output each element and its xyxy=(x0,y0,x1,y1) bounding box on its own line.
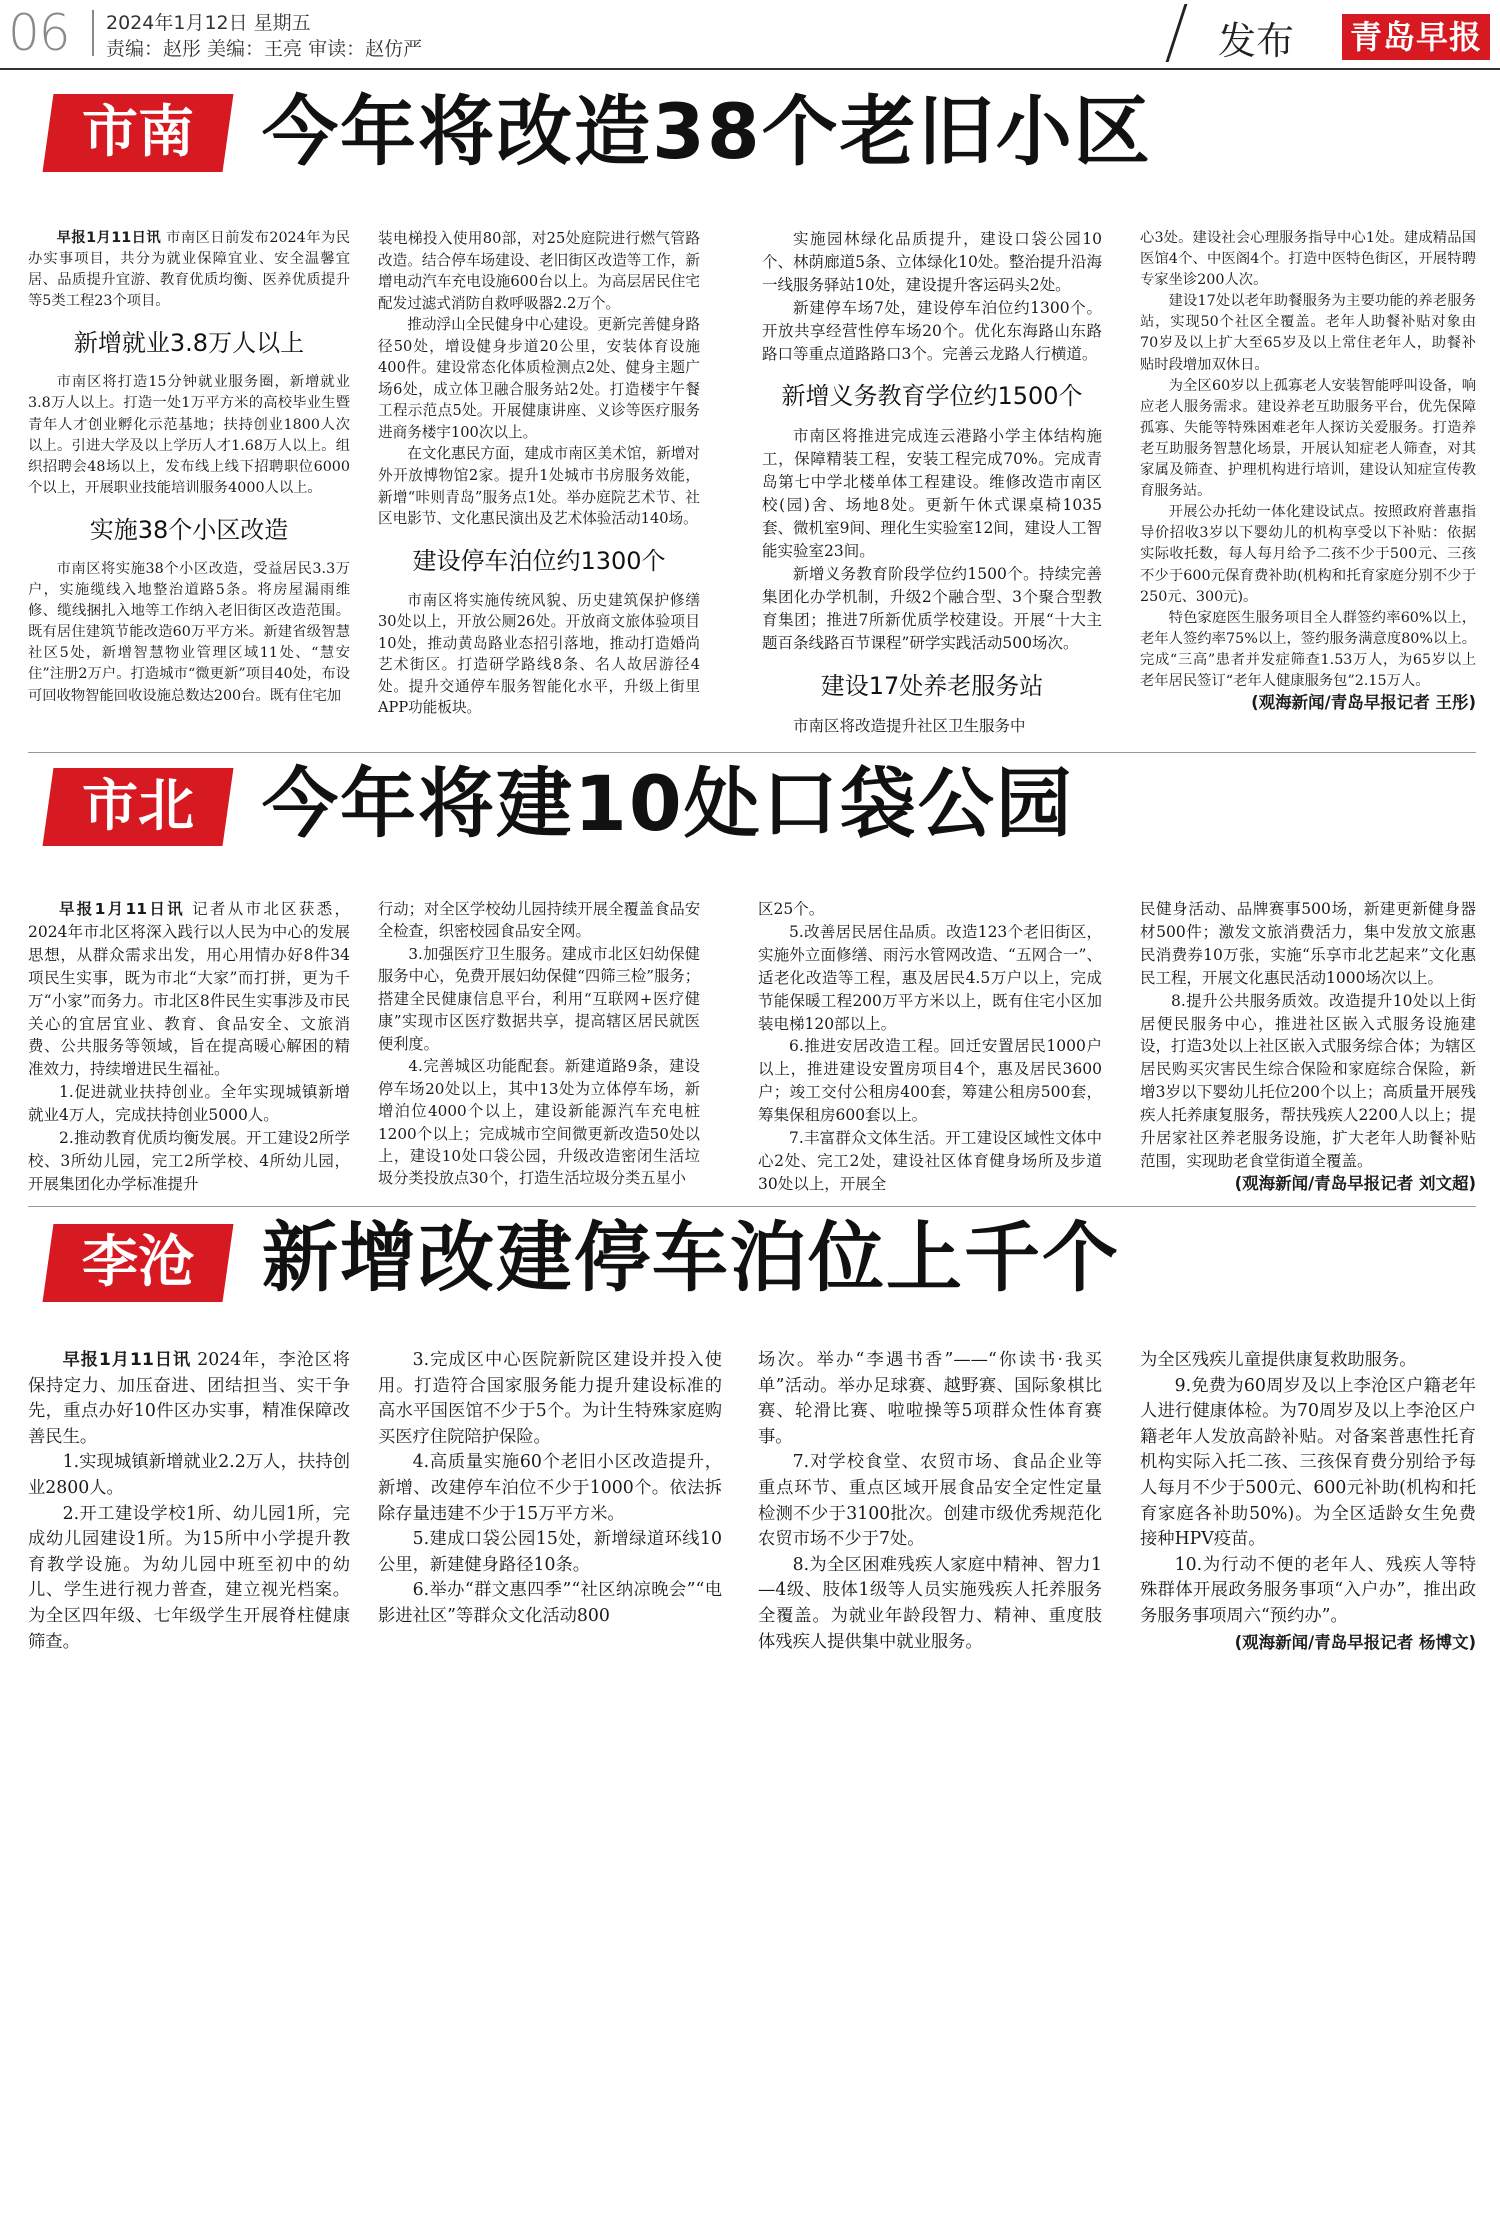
headline-licang: 新增改建停车泊位上千个 xyxy=(262,1213,1120,1302)
subheading: 实施38个小区改造 xyxy=(89,515,289,544)
newspaper-logo: 青岛早报 xyxy=(1342,14,1490,60)
article-column xyxy=(28,1348,350,2233)
paragraph: 开展公办托幼一体化建设试点。按照政府普惠指导价招收3岁以下婴幼儿的机构享受以下补贴：依据实际收托数，每人每月给予二孩不少于500元、三孩不少于600元保育费补助(机构和托育家庭分别不少于250元、300元)。 xyxy=(1140,504,1476,605)
dateline: 早报1月11日讯 xyxy=(56,230,162,246)
article-column xyxy=(28,228,350,743)
district-badge-licang: 李沧 xyxy=(43,1224,234,1302)
paragraph: 为全区60岁以上孤寡老人安装智能呼叫设备，响应老人服务需求。建设养老互助服务平台，优先保障孤寡、失能等特殊困难老年人探访关爱服务。打造养老互助服务智慧化场景，开展认知症老人筛查，对其家属及筛查、护理机构进行培训，建设认知症宣传教育服务站。 xyxy=(1140,377,1476,500)
paragraph: 场次。举办“李遇书香”——“你读书·我买单”活动。举办足球赛、越野赛、国际象棋比赛、轮滑比赛、啦啦操等5项群众性体育赛事。 xyxy=(758,1350,1102,1447)
paragraph: 市南区将打造15分钟就业服务圈，新增就业3.8万人以上。打造一处1万平方米的高校毕业生暨青年人才创业孵化示范基地；扶持创业1800人次以上。引进大学及以上学历人才1.68万人以上。组织招聘会48场以上，发布线上线下招聘职位6000个以上，开展职业技能培训服务4000人以上。 xyxy=(28,374,350,496)
article-column xyxy=(378,898,700,1198)
paragraph: 民健身活动、品牌赛事500场，新建更新健身器材500件；激发文旅消费活力，集中发放文旅惠民消费券10万张，实施“乐享市北艺起来”文化惠民工程，开展文化惠民活动1000场次以上。 xyxy=(1140,900,1476,987)
paragraph: 5.改善居民居住品质。改造123个老旧街区，实施外立面修缮、雨污水管网改造、“五网合一”、适老化改造等工程，惠及居民4.5万户以上，完成节能保暖工程200万平方米以上，既有住宅小区加装电梯120部以上。 xyxy=(758,922,1102,1033)
header-divider xyxy=(92,10,94,56)
lead-paragraph xyxy=(28,228,350,312)
section-separator xyxy=(28,1206,1476,1207)
date-line: 2024年1月12日 星期五 xyxy=(106,12,311,34)
paragraph: 建设17处以老年助餐服务为主要功能的养老服务站，实现50个社区全覆盖。老年人助餐补贴对象由70岁及以上扩大至65岁及以上常住老年人，助餐补贴时段增加双休日。 xyxy=(1140,293,1476,373)
dateline: 早报1月11日讯 xyxy=(59,900,185,918)
paragraph: 8.为全区困难残疾人家庭中精神、智力1—4级、肢体1级等人员实施残疾人托养服务全覆盖。为就业年龄段智力、精神、重度肢体残疾人提供集中就业服务。 xyxy=(758,1554,1102,1652)
header-slash-divider xyxy=(1166,4,1188,62)
subhead-licang xyxy=(0,1290,1500,1330)
article-column xyxy=(378,228,700,743)
editor-credits: 责编：赵彤 美编：王亮 审读：赵仿严 xyxy=(106,38,423,60)
article-column xyxy=(1140,228,1476,743)
paragraph: 新建停车场7处，建设停车泊位约1300个。开放共享经营性停车场20个。优化东海路山东路路口等重点道路路口3个。完善云龙路人行横道。 xyxy=(762,298,1102,363)
paragraph: 10.为行动不便的老年人、残疾人等特殊群体开展政务服务事项“入户办”，推出政务服务事项周六“预约办”。 xyxy=(1140,1554,1476,1626)
paragraph: 区25个。 xyxy=(758,900,825,918)
article-column xyxy=(758,1348,1102,2233)
paragraph-text: 2024年，李沧区将保持定力、加压奋进、团结担当、实干争先，重点办好10件区办实事，精准保障改善民生。 xyxy=(28,1350,350,1447)
paragraph: 1.促进就业扶持创业。全年实现城镇新增就业4万人，完成扶持创业5000人。 xyxy=(28,1083,350,1125)
paragraph: 行动；对全区学校幼儿园持续开展全覆盖食品安全检查，织密校园食品安全网。 xyxy=(378,900,700,941)
paragraph: 为全区残疾儿童提供康复救助服务。 xyxy=(1140,1350,1417,1370)
paragraph: 3.完成区中心医院新院区建设并投入使用。打造符合国家服务能力提升建设标准的高水平国医馆不少于5个。为计生特殊家庭购买医疗住院陪护保险。 xyxy=(378,1350,722,1447)
paragraph: 2.开工建设学校1所、幼儿园1所，完成幼儿园建设1所。为15所中小学提升教育教学设施。为幼儿园中班至初中的幼儿、学生进行视力普查，建立视光档案。为全区四年级、七年级学生开展脊柱健康筛查。 xyxy=(28,1503,350,1652)
header-rule xyxy=(0,68,1500,70)
paragraph: 特色家庭医生服务项目全人群签约率60%以上，老年人签约率75%以上，签约服务满意度80%以上。完成“三高”患者并发症筛查1.53万人，为65岁以上老年居民签订“老年人健康服务包”2.15万人。 xyxy=(1140,609,1476,689)
paragraph: 5.建成口袋公园15处，新增绿道环线10公里，新建健身路径10条。 xyxy=(378,1529,722,1575)
paragraph: 市南区将实施38个小区改造，受益居民3.3万户，实施缆线入地整治道路5条。将房屋漏雨维修、缆线捆扎入地等工作纳入老旧街区改造范围。既有居住建筑节能改造60万平方米。新建省级智慧社区5处，新增智慧物业管理区域11处、“慧安住”注册2万户。打造城市“微更新”项目40处，布设可回收物智能回收设施总数达200台。既有住宅加 xyxy=(28,560,350,704)
subheading: 新增义务教育学位约1500个 xyxy=(781,382,1083,411)
subhead-shibei xyxy=(0,838,1500,878)
paragraph: 7.丰富群众文体生活。开工建设区域性文体中心2处、完工2处，建设社区体育健身场所及步道30处以上，开展全 xyxy=(758,1129,1102,1193)
paragraph: 2.推动教育优质均衡发展。开工建设2所学校、3所幼儿园，完工2所学校、4所幼儿园，开展集团化办学标准提升 xyxy=(28,1129,350,1193)
paragraph: 实施园林绿化品质提升，建设口袋公园10个、林荫廊道5条、立体绿化10处。整治提升沿海一线服务驿站10处，建设提升客运码头2处。 xyxy=(762,230,1102,294)
paragraph-text: 市南区日前发布2024年为民办实事项目，共分为就业保障宜业、安全温馨宜居、品质提升宜游、教育优质均衡、医养优质提升等5类工程23个项目。 xyxy=(28,230,351,310)
article-column xyxy=(28,898,350,1198)
subheading: 新增就业3.8万人以上 xyxy=(73,329,305,358)
subheading: 建设停车泊位约1300个 xyxy=(412,546,666,575)
paragraph: 市南区将改造提升社区卫生服务中 xyxy=(793,716,1026,735)
byline: (观海新闻/青岛早报记者 王彤) xyxy=(1251,693,1476,713)
byline: (观海新闻/青岛早报记者 刘文超) xyxy=(1234,1173,1476,1193)
paragraph: 装电梯投入使用80部，对25处庭院进行燃气管路改造。结合停车场建设、老旧街区改造等工作，新增电动汽车充电设施600台以上。为高层居民住宅配发过滤式消防自救呼吸器2.2万个。 xyxy=(378,230,700,312)
headline-shibei: 今年将建10处口袋公园 xyxy=(262,759,1074,848)
paragraph: 市南区将实施传统风貌、历史建筑保护修缮30处以上，开放公厕26处。开放商文旅体验项目10处，推动黄岛路业态招引落地，推动打造婚尚艺术街区。打造研学路线8条、名人故居游径4处。提升交通停车服务智能化水平，升级上街里APP功能板块。 xyxy=(378,591,700,717)
headline-shinan: 今年将改造38个老旧小区 xyxy=(262,87,1152,176)
section-title: 发布 xyxy=(1218,19,1295,63)
article-column xyxy=(1140,1348,1476,2233)
dateline: 早报1月11日讯 xyxy=(62,1350,191,1370)
paragraph: 6.推进安居改造工程。回迁安置居民1000户以上，推进建设安置房项目4个，惠及居民3600户；竣工交付公租房400套，筹建公租房500套，筹集保租房600套以上。 xyxy=(758,1037,1102,1125)
district-badge-shinan: 市南 xyxy=(43,94,234,172)
subheading: 建设17处养老服务站 xyxy=(820,671,1044,700)
article-column xyxy=(762,228,1102,743)
paragraph: 在文化惠民方面，建成市南区美术馆，新增对外开放博物馆2家。提升1处城市书房服务效能，新增“咔则青岛”服务点1处。举办庭院艺术节、社区电影节、文化惠民演出及艺术体验活动140场。 xyxy=(378,445,700,528)
page-number: 06 xyxy=(8,4,70,62)
paragraph: 新增义务教育阶段学位约1500个。持续完善集团化办学机制，升级2个融合型、3个聚合型教育集团；推进7所新优质学校建设。开展“十大主题百条线路百节课程”研学实践活动500场次。 xyxy=(762,564,1102,652)
paragraph: 6.举办“群文惠四季”“社区纳凉晚会”“电影进社区”等群众文化活动800 xyxy=(378,1580,722,1626)
paragraph: 4.完善城区功能配套。新建道路9条，建设停车场20处以上，其中13处为立体停车场，新增泊位4000个以上，建设新能源汽车充电桩1200个以上；完成城市空间微更新改造50处以上，建设10处口袋公园，升级改造密闭生活垃圾分类投放点30个，打造生活垃圾分类五星小 xyxy=(378,1057,700,1188)
paragraph: 推动浮山全民健身中心建设。更新完善健身路径50处，增设健身步道20公里，安装体育设施400件。建设常态化体质检测点2处、健身主题广场6处，成立体卫融合服务站2处。打造楼宇午餐工程示范点5处。开展健康讲座、义诊等医疗服务进商务楼宇100次以上。 xyxy=(378,316,700,441)
subhead-shinan xyxy=(0,166,1500,206)
paragraph: 4.高质量实施60个老旧小区改造提升，新增、改建停车泊位不少于1000个。依法拆除存量违建不少于15万平方米。 xyxy=(378,1452,722,1524)
paragraph-text: 记者从市北区获悉，2024年市北区将深入践行以人民为中心的发展思想，从群众需求出发，用心用情办好8件34项民生实事，既为市北“大家”而打拼，更为千万“小家”而务力。市北区8件民生实事涉及市民关心的宜居宜业、教育、食品安全、文旅消费、公共服务等领域，旨在提高暖心解困的精准效力，持续增进民生福祉。 xyxy=(28,900,350,1079)
paragraph: 9.免费为60周岁及以上李沧区户籍老年人进行健康体检。为70周岁及以上李沧区户籍老年人发放高龄补贴。对备案普惠性托育机构实际入托二孩、三孩保育费分别给予每人每月不少于500元、600元补助(机构和托育家庭各补助50%)。为全区适龄女生免费接种HPV疫苗。 xyxy=(1140,1375,1476,1550)
paragraph: 3.加强医疗卫生服务。建成市北区妇幼保健服务中心，免费开展妇幼保健“四筛三检”服务；搭建全民健康信息平台，利用“互联网+医疗健康”实现市区医疗数据共享，提高辖区居民就医便利度。 xyxy=(378,944,700,1053)
article-column xyxy=(758,898,1102,1198)
lead-paragraph xyxy=(28,1348,350,1450)
article-column xyxy=(378,1348,722,2233)
section-separator xyxy=(28,752,1476,753)
byline: (观海新闻/青岛早报记者 杨博文) xyxy=(1234,1632,1476,1652)
article-column xyxy=(1140,898,1476,1198)
lead-paragraph xyxy=(28,898,350,1081)
paragraph: 8.提升公共服务质效。改造提升10处以上街居便民服务中心，推进社区嵌入式服务设施建设，打造3处以上社区嵌入式服务综合体；为辖区居民购买灾害民生综合保险和家庭综合保险，新增3岁以下婴幼儿托位200个以上；高质量开展残疾人托养康复服务，帮扶残疾人2200人以上；提升居家社区养老服务设施，扩大老年人助餐补贴范围，实现助老食堂街道全覆盖。 xyxy=(1140,991,1476,1170)
paragraph: 心3处。建设社会心理服务指导中心1处。建成精品国医馆4个、中医阁4个。打造中医特色街区，开展特聘专家坐诊200人次。 xyxy=(1140,230,1476,289)
district-badge-shibei: 市北 xyxy=(43,768,234,846)
paragraph: 7.对学校食堂、农贸市场、食品企业等重点环节、重点区域开展食品安全定性定量检测不少于3100批次。创建市级优秀规范化农贸市场不少于7处。 xyxy=(758,1452,1102,1550)
paragraph: 市南区将推进完成连云港路小学主体结构施工，保障精装工程，安装工程完成70%。完成青岛第七中学北楼单体工程建设。维修改造市南区校(园)舍、场地8处。更新午休式课桌椅1035套、微机室9间、理化生实验室12间，建设人工智能实验室23间。 xyxy=(762,427,1102,560)
paragraph: 1.实现城镇新增就业2.2万人，扶持创业2800人。 xyxy=(28,1452,350,1498)
